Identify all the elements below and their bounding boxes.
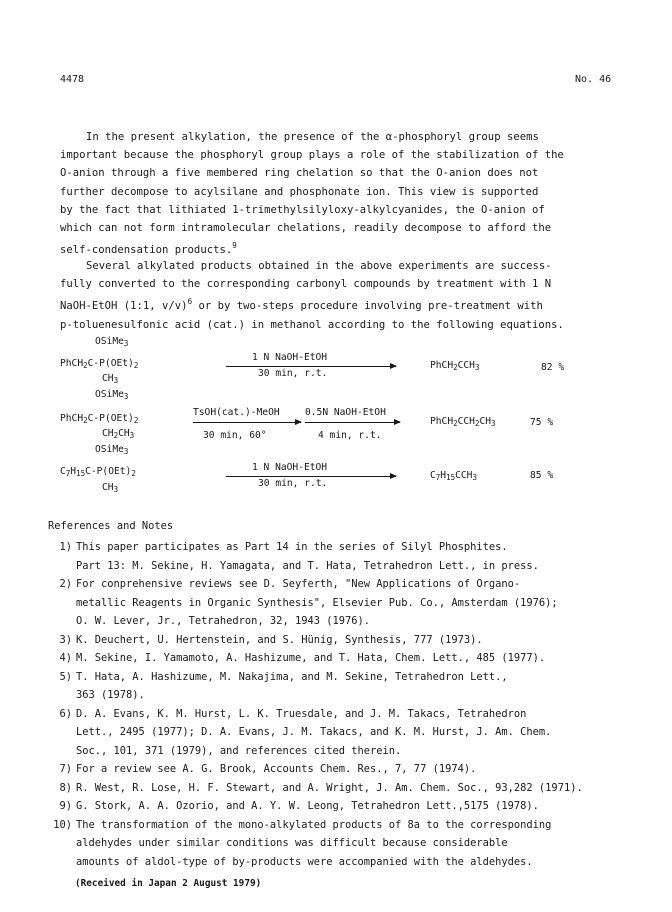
yield: 82 % (541, 362, 565, 373)
reference-number: 5) (59, 670, 72, 683)
reference-line (48, 575, 628, 594)
yield: 85 % (530, 470, 554, 481)
reaction-arrow (305, 422, 400, 423)
reference-text: For a review see A. G. Brook, Accounts Chem. Res., 7, 77 (1974). (76, 763, 477, 775)
reference-number: 6) (59, 707, 72, 720)
product: $C_7H_{15}CCH_3$ (430, 470, 477, 482)
reference-line: metallic Reagents in Organic Synthesis", Elsevier Pub. Co., Amsterdam (1976); (76, 596, 558, 609)
reference-text: K. Deuchert, U. Hertenstein, and S. Hünig, Synthesis, 777 (1973). (76, 633, 483, 646)
text-line: In the present alkylation, the presence of the α-phosphoryl group seems (86, 131, 539, 143)
reference-text: T. Hata, A. Hashizume, M. Nakajima, and M. Sekine, Tetrahedron Lett., (76, 670, 508, 683)
substituent-bottom: $CH_3$ (102, 482, 119, 494)
reaction-arrow (226, 366, 396, 367)
text-line: by the fact that lithiated 1-trimethylsilyloxy-alkylcyanides, the O-anion of (60, 203, 545, 216)
text-span: self-condensation products. (60, 244, 233, 257)
reference-text: This paper participates as Part 14 in the series of Silyl Phosphites. (76, 541, 508, 553)
yield: 75 % (530, 417, 554, 428)
substituent-top: OSiMe$_3$ (95, 389, 129, 401)
text-line: which can not form intramolecular chelations, readily decompose to afford the (60, 222, 552, 235)
reference-line: O. W. Lever, Jr., Tetrahedron, 32, 1943 (1976). (76, 615, 371, 627)
reference-number: 3) (59, 633, 72, 646)
reference-number: 1) (59, 541, 72, 553)
reference-number: 9) (59, 800, 72, 812)
product: $PhCH_2CCH_3$ (430, 360, 480, 372)
reference-line: aldehydes under similar conditions was difficult because considerable (76, 837, 508, 849)
condition-below: 4 min, r.t. (318, 430, 382, 441)
substituent-bottom: $CH_2CH_3$ (102, 428, 135, 440)
text-line: O-anion through a five membered ring chelation so that the O-anion does not (60, 167, 539, 180)
reactant: $PhCH_2C-P(OEt)_2$ (60, 358, 139, 370)
reference-text: R. West, R. Lose, H. F. Stewart, and A. Wright, J. Am. Chem. Soc., 93,282 (1971). (76, 781, 583, 794)
reference-text: D. A. Evans, K. M. Hurst, L. K. Truesdale, and J. M. Takacs, Tetrahedron (76, 707, 527, 720)
condition-above: 0.5N NaOH-EtOH (305, 407, 386, 418)
reference-text: The transformation of the mono-alkylated products of 8a to the corresponding (76, 818, 552, 831)
text-line: further decompose to acylsilane and phosphonate ion. This view is supported (60, 185, 539, 198)
condition-below: 30 min, r.t. (258, 478, 328, 489)
text-line: fully converted to the corresponding carbonyl compounds by treatment with 1 N (60, 278, 552, 291)
received-date: (Received in Japan 2 August 1979) (75, 878, 262, 889)
reference-line: Lett., 2495 (1977); D. A. Evans, J. M. Takacs, and K. M. Hurst, J. Am. Chem. (76, 726, 552, 738)
text-line: important because the phosphoryl group plays a role of the stabilization of the (60, 149, 564, 162)
text-line (60, 293, 616, 315)
text-line: p-toluenesulfonic acid (cat.) in methanol according to the following equations. (60, 318, 564, 331)
reference-line (48, 797, 628, 816)
reference-number: 7) (59, 763, 72, 775)
text-span: NaOH-EtOH (1:1, v/v) (60, 300, 188, 313)
reference-line (48, 668, 628, 687)
reference-line: amounts of aldol-type of by-products were accompanied with the aldehydes. (76, 855, 533, 868)
issue-number: No. 46 (575, 74, 612, 85)
reference-line (48, 631, 628, 650)
condition-below: 30 min, r.t. (258, 368, 328, 379)
page-number: 4478 (60, 74, 85, 85)
footnote-ref: 6 (187, 297, 193, 307)
condition-above: 1 N NaOH-EtOH (252, 462, 328, 473)
reference-line (48, 538, 628, 557)
substituent-top: OSiMe$_3$ (95, 336, 129, 348)
condition-above: 1 N NaOH-EtOH (252, 352, 328, 363)
reference-text: M. Sekine, I. Yamamoto, A. Hashizume, and T. Hata, Chem. Lett., 485 (1977). (76, 652, 546, 664)
reference-number: 4) (59, 652, 72, 664)
reaction-arrow (226, 476, 396, 477)
reference-line (48, 705, 628, 724)
substituent-top: OSiMe$_3$ (95, 444, 129, 456)
text-line: Several alkylated products obtained in the above experiments are success- (86, 260, 552, 272)
reactant: $C_7H_{15}C-P(OEt)_2$ (60, 466, 136, 478)
reference-line (48, 816, 628, 835)
reference-text: For conprehensive reviews see D. Seyferth, "New Applications of Organo- (76, 578, 521, 590)
reaction-arrow (193, 422, 301, 423)
product: $PhCH_2CCH_2CH_3$ (430, 416, 496, 428)
reference-line (48, 649, 628, 668)
reference-line: Soc., 101, 371 (1979), and references cited therein. (76, 744, 402, 757)
paragraph-1 (60, 128, 616, 259)
reference-number: 10) (53, 818, 72, 831)
references-heading: References and Notes (48, 520, 174, 532)
reactant: $PhCH_2C-P(OEt)_2$ (60, 413, 139, 425)
text-span: or by two-steps procedure involving pre-treatment with (192, 300, 543, 313)
reference-number: 8) (59, 781, 72, 794)
reference-number: 2) (59, 578, 72, 590)
reference-line (48, 779, 628, 798)
references-list (48, 538, 628, 871)
paragraph-2 (60, 257, 616, 334)
condition-below: 30 min, 60° (203, 430, 267, 441)
footnote-ref: 9 (232, 241, 237, 251)
condition-above: TsOH(cat.)-MeOH (193, 407, 280, 418)
reference-line: 363 (1978). (76, 689, 145, 701)
substituent-bottom: $CH_3$ (102, 373, 119, 385)
reference-line (48, 760, 628, 779)
reference-text: G. Stork, A. A. Ozorio, and A. Y. W. Leong, Tetrahedron Lett.,5175 (1978). (76, 800, 539, 812)
reference-line: Part 13: M. Sekine, H. Yamagata, and T. Hata, Tetrahedron Lett., in press. (76, 559, 539, 572)
